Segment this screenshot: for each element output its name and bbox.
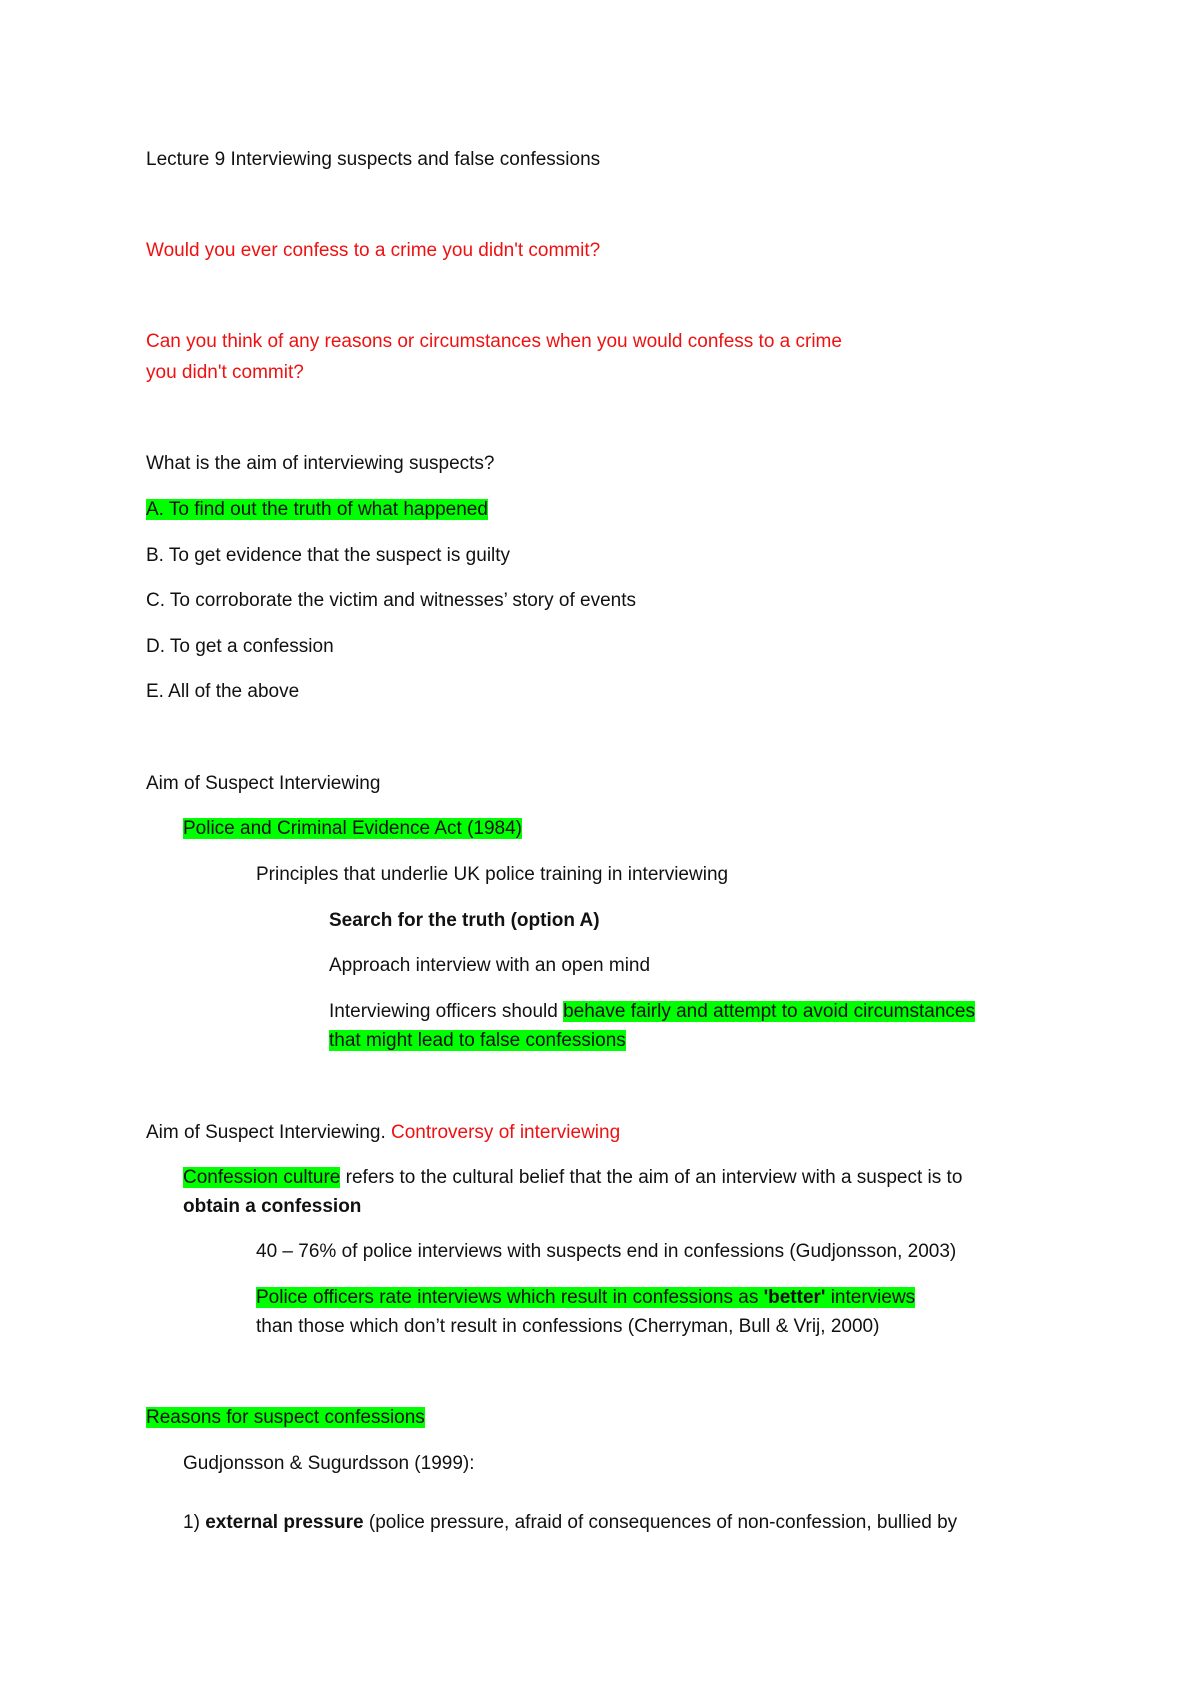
lecture-title: Lecture 9 Interviewing suspects and false confessions: [146, 149, 601, 170]
rate-highlight-a: Police officers rate interviews which result in confessions as: [256, 1287, 764, 1308]
rate-line2: than those which don’t result in confessions (Cherryman, Bull & Vrij, 2000): [256, 1316, 880, 1337]
controversy-heading-plain: Aim of Suspect Interviewing.: [146, 1122, 391, 1143]
controversy-heading-red: Controversy of interviewing: [391, 1122, 621, 1143]
quiz-option-b: B. To get evidence that the suspect is guilty: [146, 545, 511, 566]
reasons-citation: Gudjonsson & Sugurdsson (1999):: [183, 1453, 475, 1474]
quiz-question: What is the aim of interviewing suspects?: [146, 453, 495, 474]
pace-act: [183, 815, 522, 843]
reasons-heading-text: Reasons for suspect confessions: [146, 1407, 425, 1428]
controversy-heading: [146, 1119, 620, 1147]
search-truth-text: Search for the truth (option A): [329, 910, 600, 931]
question-confess: Would you ever confess to a crime you didn't commit?: [146, 240, 601, 261]
obtain-confession: obtain a confession: [183, 1196, 362, 1217]
officers-line1: [329, 998, 975, 1026]
confession-stat: 40 – 76% of police interviews with suspects end in confessions (Gudjonsson, 2003): [256, 1241, 957, 1262]
quiz-option-a-text: A. To find out the truth of what happened: [146, 499, 488, 520]
officers-highlight-2: that might lead to false confessions: [329, 1030, 626, 1051]
culture-definition: refers to the cultural belief that the aim of an interview with a suspect is to: [340, 1167, 963, 1188]
pace-act-text: Police and Criminal Evidence Act (1984): [183, 818, 523, 839]
quiz-option-a: [146, 496, 488, 524]
reason-item-1-number: 1): [183, 1512, 206, 1533]
question-reasons-line2: you didn't commit?: [146, 362, 304, 383]
principles-line: Principles that underlie UK police training in interviewing: [256, 864, 729, 885]
aim-heading: Aim of Suspect Interviewing: [146, 773, 381, 794]
reason-item-1-text: (police pressure, afraid of consequences of non-confession, bullied by: [363, 1512, 958, 1533]
rate-highlight: [256, 1287, 915, 1308]
officers-highlight-1: behave fairly and attempt to avoid circumstances: [563, 1001, 975, 1022]
reasons-heading: [146, 1404, 425, 1432]
rate-highlight-better: 'better': [763, 1287, 826, 1308]
quiz-option-c: C. To corroborate the victim and witnesses’ story of events: [146, 590, 636, 611]
officers-plain: Interviewing officers should: [329, 1001, 564, 1022]
reason-item-1: [183, 1509, 957, 1537]
search-truth: [329, 907, 600, 935]
rate-highlight-c: interviews: [825, 1287, 916, 1308]
culture-line1: [183, 1164, 962, 1192]
officers-line2: [329, 1027, 626, 1055]
culture-line2: [183, 1193, 361, 1221]
quiz-option-e: E. All of the above: [146, 681, 300, 702]
confession-culture-term: Confession culture: [183, 1167, 341, 1188]
rate-line1: [256, 1284, 915, 1312]
quiz-option-d: D. To get a confession: [146, 636, 334, 657]
reason-item-1-term: external pressure: [205, 1512, 364, 1533]
approach-line: Approach interview with an open mind: [329, 955, 651, 976]
question-reasons-line1: Can you think of any reasons or circumstances when you would confess to a crime: [146, 331, 842, 352]
